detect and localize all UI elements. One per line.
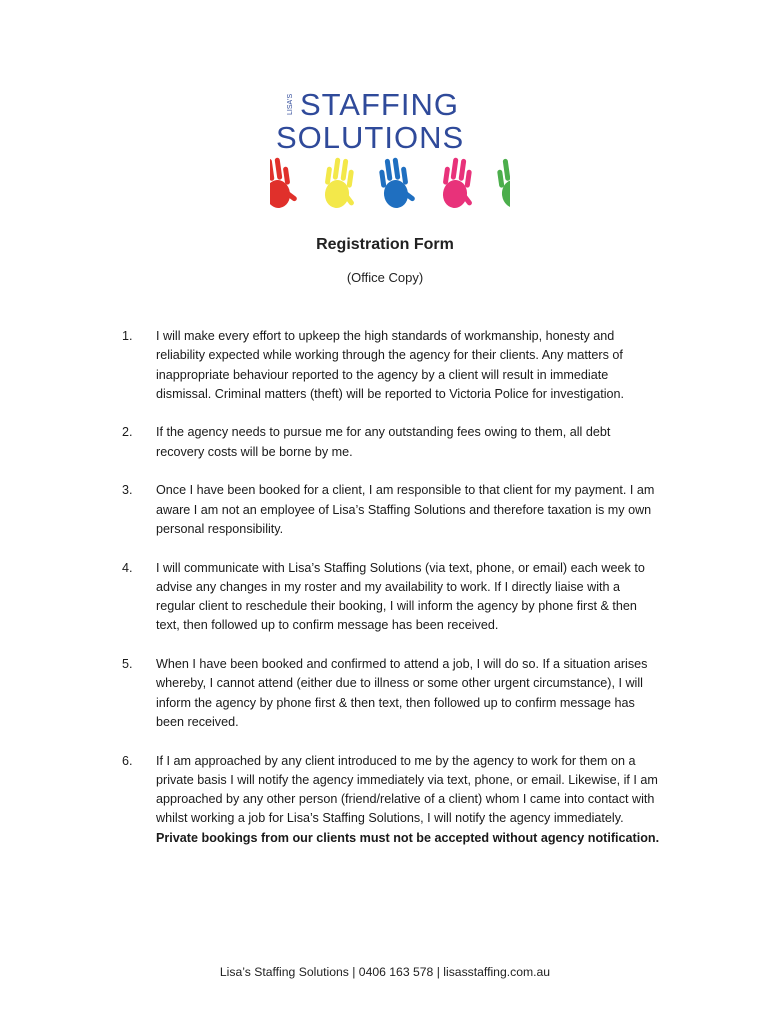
term-item (122, 655, 662, 732)
term-number: 4. (122, 560, 133, 575)
term-item (122, 481, 662, 539)
term-text: I will communicate with Lisa’s Staffing Solutions (via text, phone, or email) each week to advise any changes in my roster and my availability to work. If I directly liaise with a regular client to reschedule their booking, I will inform the agency by phone first & then text, then followed up to confirm message has been received. (156, 560, 645, 633)
term-text: When I have been booked and confirmed to attend a job, I will do so. If a situation arises whereby, I cannot attend (either due to illness or some other urgent circumstance), I will inform the agency by phone first & then text, then followed up to confirm message has been received. (156, 657, 648, 729)
term-number: 5. (122, 657, 133, 672)
handprints-graphic (270, 156, 510, 211)
handprint-icon (270, 156, 299, 210)
term-number: 6. (122, 753, 133, 768)
form-subtitle: (Office Copy) (346, 270, 424, 285)
term-item (122, 559, 662, 636)
handprint-icon (496, 156, 510, 210)
logo-line1: STAFFING (300, 87, 459, 122)
logo-line2: SOLUTIONS (276, 120, 465, 155)
term-bold-text: Private bookings from our clients must not be accepted without agency notification. (156, 830, 660, 845)
terms-list (122, 327, 662, 867)
term-item (122, 327, 662, 404)
term-number: 1. (122, 329, 133, 343)
term-text: Once I have been booked for a client, I am responsible to that client for my payment. I am aware I am not an employee of Lisa’s Staffing Solutions and therefore taxation is my own personal responsibility. (156, 483, 655, 536)
handprint-icon (440, 156, 479, 210)
term-item (122, 752, 662, 848)
term-text: If the agency needs to pursue me for any outstanding fees owing to them, all debt recovery costs will be borne by me. (156, 425, 611, 459)
term-text: I will make every effort to upkeep the high standards of workmanship, honesty and reliability expected while working through the agency for their clients. Any matters of inappropriate behaviour reported to the agency by a client will result in immediate dismissal. Criminal matters (theft) will be reported to Victoria Police for investigation. (156, 329, 625, 401)
logo-small-text: LISA'S (287, 93, 294, 115)
term-number: 3. (122, 483, 133, 498)
term-item (122, 423, 662, 462)
company-logo (270, 82, 510, 228)
term-number: 2. (122, 425, 133, 440)
handprint-icon (378, 156, 417, 210)
term-text: If I am approached by any client introduced to me by the agency to work for them on a private basis I will notify the agency immediately via text, phone, or email. Likewise, if I am approached by any other person (friend/relative of a client) whom I came into contact with whilst working a job for Lisa’s Staffing Solutions, I will notify the agency immediately. (156, 753, 658, 826)
handprint-icon (322, 156, 361, 210)
form-title: Registration Form (316, 236, 454, 253)
page-footer: Lisa’s Staffing Solutions | 0406 163 578 | lisasstaffing.com.au (219, 965, 551, 979)
